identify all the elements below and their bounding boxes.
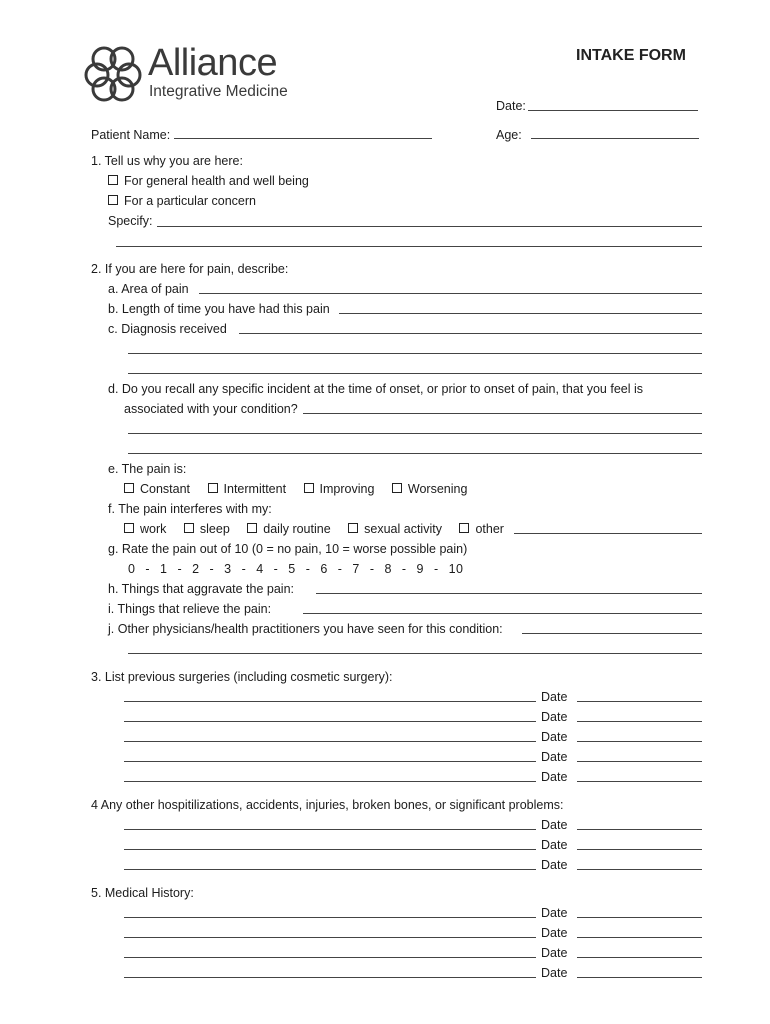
q2j-field[interactable] xyxy=(522,633,702,634)
history-date-4[interactable] xyxy=(577,977,702,978)
option-label: other xyxy=(475,522,504,536)
q2b-field[interactable] xyxy=(339,313,702,314)
q2b-label: b. Length of time you have had this pain xyxy=(108,302,330,316)
checkbox-icon[interactable] xyxy=(247,523,257,533)
q2i-label: i. Things that relieve the pain: xyxy=(108,602,272,616)
q2d-label-line1: d. Do you recall any specific incident at the time of onset, or prior to onset of pain, that you feel is xyxy=(108,382,644,396)
history-date-2[interactable] xyxy=(577,937,702,938)
option-label: sleep xyxy=(199,522,230,536)
q2j-field-2[interactable] xyxy=(128,653,702,654)
option-other[interactable] xyxy=(459,522,504,536)
q2c-field-3[interactable] xyxy=(128,373,702,374)
history-date-3[interactable] xyxy=(577,957,702,958)
checkbox-icon[interactable] xyxy=(108,175,118,185)
age-label: Age: xyxy=(496,128,522,142)
q1-option-general[interactable] xyxy=(108,174,309,188)
history-field-2[interactable] xyxy=(124,937,536,938)
q1-specify-field-2[interactable] xyxy=(116,246,702,247)
hospitalization-date-1[interactable] xyxy=(577,829,702,830)
surgery-field-3[interactable] xyxy=(124,741,536,742)
q2e-label: e. The pain is: xyxy=(108,462,187,476)
q1-option-general-label: For general health and well being xyxy=(124,174,309,188)
checkbox-icon[interactable] xyxy=(108,195,118,205)
q4-prompt: 4 Any other hospitilizations, accidents, injuries, broken bones, or significant problems: xyxy=(91,798,564,812)
patient-name-field[interactable] xyxy=(174,138,432,139)
surgery-field-2[interactable] xyxy=(124,721,536,722)
q2c-label: c. Diagnosis received xyxy=(108,322,227,336)
date-label: Date xyxy=(541,906,568,920)
q2g-label: g. Rate the pain out of 10 (0 = no pain, 10 = worse possible pain) xyxy=(108,542,468,556)
checkbox-icon[interactable] xyxy=(459,523,469,533)
date-label: Date xyxy=(541,770,568,784)
q1-option-concern-label: For a particular concern xyxy=(124,194,257,208)
option-label: Improving xyxy=(319,482,375,496)
history-field-3[interactable] xyxy=(124,957,536,958)
option-daily-routine[interactable] xyxy=(247,522,330,536)
q2d-label-line2: associated with your condition? xyxy=(124,402,298,416)
patient-name-label: Patient Name: xyxy=(91,128,171,142)
alliance-logo-icon xyxy=(84,44,142,102)
hospitalization-field-1[interactable] xyxy=(124,829,536,830)
history-date-1[interactable] xyxy=(577,917,702,918)
q2-prompt: 2. If you are here for pain, describe: xyxy=(91,262,289,276)
page-title: INTAKE FORM xyxy=(576,47,686,64)
q2f-options xyxy=(124,522,518,536)
q2c-field-2[interactable] xyxy=(128,353,702,354)
q2j-label: j. Other physicians/health practitioners you have seen for this condition: xyxy=(108,622,503,636)
q3-prompt: 3. List previous surgeries (including cosmetic surgery): xyxy=(91,670,393,684)
option-intermittent[interactable] xyxy=(208,482,287,496)
checkbox-icon[interactable] xyxy=(348,523,358,533)
hospitalization-date-2[interactable] xyxy=(577,849,702,850)
date-label: Date xyxy=(541,750,568,764)
option-sleep[interactable] xyxy=(184,522,230,536)
q5-prompt: 5. Medical History: xyxy=(91,886,194,900)
date-field[interactable] xyxy=(528,110,698,111)
option-constant[interactable] xyxy=(124,482,190,496)
option-work[interactable] xyxy=(124,522,166,536)
date-label: Date xyxy=(541,966,568,980)
checkbox-icon[interactable] xyxy=(124,523,134,533)
q2d-field-2[interactable] xyxy=(128,433,702,434)
q2h-label: h. Things that aggravate the pain: xyxy=(108,582,295,596)
q2c-field[interactable] xyxy=(239,333,702,334)
option-label: Worsening xyxy=(407,482,468,496)
history-field-1[interactable] xyxy=(124,917,536,918)
checkbox-icon[interactable] xyxy=(208,483,218,493)
logo-name: Alliance xyxy=(148,42,278,84)
logo-subtitle: Integrative Medicine xyxy=(149,83,288,100)
date-label: Date xyxy=(541,926,568,940)
q2a-label: a. Area of pain xyxy=(108,282,189,296)
option-worsening[interactable] xyxy=(392,482,468,496)
checkbox-icon[interactable] xyxy=(184,523,194,533)
checkbox-icon[interactable] xyxy=(392,483,402,493)
date-label: Date xyxy=(541,858,568,872)
option-label: sexual activity xyxy=(364,522,442,536)
pain-scale[interactable]: 0 - 1 - 2 - 3 - 4 - 5 - 6 - 7 - 8 - 9 - 10 xyxy=(128,562,464,576)
surgery-date-1[interactable] xyxy=(577,701,702,702)
age-field[interactable] xyxy=(531,138,699,139)
q2d-field[interactable] xyxy=(303,413,702,414)
q2d-field-3[interactable] xyxy=(128,453,702,454)
surgery-date-2[interactable] xyxy=(577,721,702,722)
hospitalization-field-2[interactable] xyxy=(124,849,536,850)
surgery-field-5[interactable] xyxy=(124,781,536,782)
option-label: Constant xyxy=(140,482,191,496)
q2a-field[interactable] xyxy=(199,293,702,294)
date-label: Date xyxy=(541,818,568,832)
option-label: Intermittent xyxy=(223,482,287,496)
surgery-field-1[interactable] xyxy=(124,701,536,702)
q2h-field[interactable] xyxy=(316,593,702,594)
option-label: work xyxy=(140,522,167,536)
q1-specify-field[interactable] xyxy=(157,226,702,227)
surgery-date-3[interactable] xyxy=(577,741,702,742)
option-sexual-activity[interactable] xyxy=(348,522,442,536)
checkbox-icon[interactable] xyxy=(304,483,314,493)
q1-specify-label: Specify: xyxy=(108,214,153,228)
q2i-field[interactable] xyxy=(303,613,702,614)
date-label: Date: xyxy=(496,99,526,113)
history-field-4[interactable] xyxy=(124,977,536,978)
date-label: Date xyxy=(541,730,568,744)
hospitalization-date-3[interactable] xyxy=(577,869,702,870)
q2e-options xyxy=(124,482,481,496)
date-label: Date xyxy=(541,946,568,960)
date-label: Date xyxy=(541,838,568,852)
date-label: Date xyxy=(541,710,568,724)
checkbox-icon[interactable] xyxy=(124,483,134,493)
surgery-date-5[interactable] xyxy=(577,781,702,782)
hospitalization-field-3[interactable] xyxy=(124,869,536,870)
surgery-field-4[interactable] xyxy=(124,761,536,762)
option-label: daily routine xyxy=(263,522,331,536)
q2f-label: f. The pain interferes with my: xyxy=(108,502,272,516)
date-label: Date xyxy=(541,690,568,704)
q1-prompt: 1. Tell us why you are here: xyxy=(91,154,243,168)
q2f-other-field[interactable] xyxy=(514,533,702,534)
option-improving[interactable] xyxy=(304,482,375,496)
q1-option-concern[interactable] xyxy=(108,194,256,208)
surgery-date-4[interactable] xyxy=(577,761,702,762)
